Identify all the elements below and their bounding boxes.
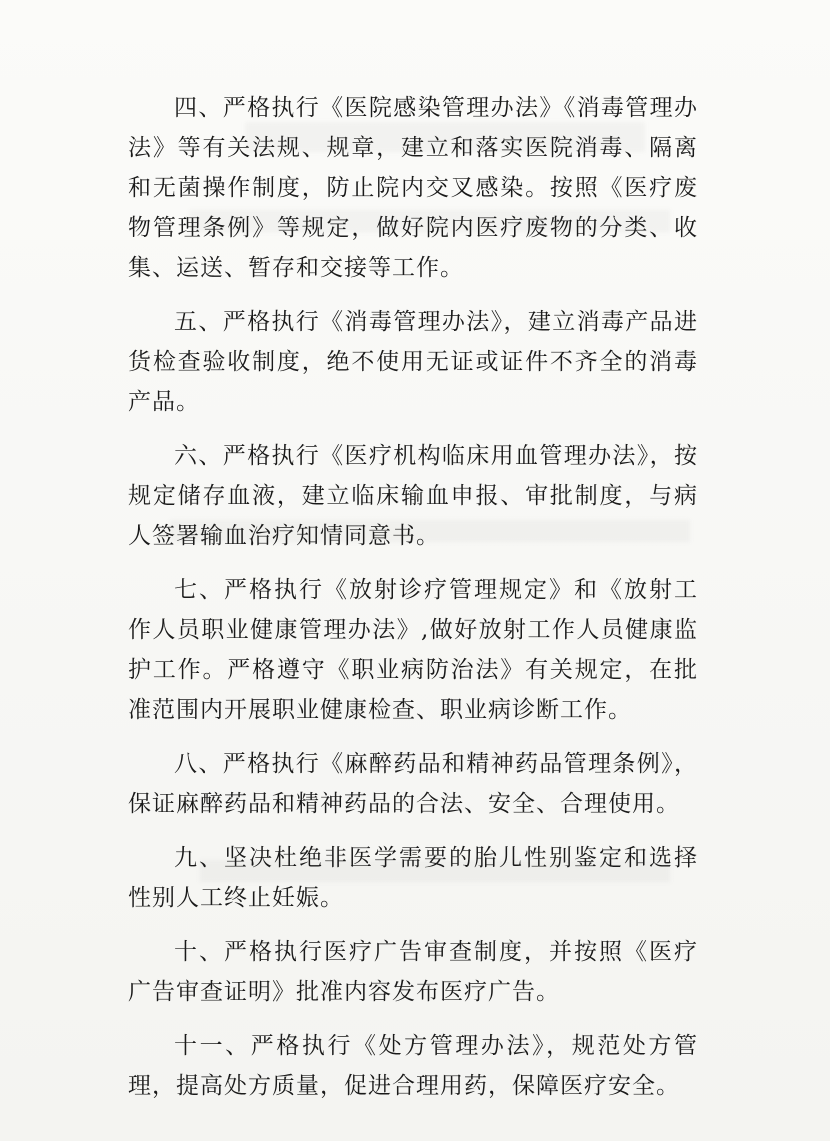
paragraph-article-9: 九、坚决杜绝非医学需要的胎儿性别鉴定和选择性别人工终止妊娠。 (128, 845, 698, 911)
paragraph-article-8: 八、严格执行《麻醉药品和精神药品管理条例》，保证麻醉药品和精神药品的合法、安全、合理使用。 (128, 751, 698, 817)
paragraph-article-11: 十一、严格执行《处方管理办法》，规范处方管理，提高处方质量，促进合理用药，保障医疗安全。 (128, 1033, 698, 1099)
paragraph-article-4: 四、严格执行《医院感染管理办法》《消毒管理办法》等有关法规、规章，建立和落实医院消毒、隔离和无菌操作制度，防止院内交叉感染。按照《医疗废物管理条例》等规定，做好院内医疗废物的分类、收集、运送、暂存和交接等工作。 (128, 95, 698, 281)
paragraph-article-10: 十、严格执行医疗广告审查制度，并按照《医疗广告审查证明》批准内容发布医疗广告。 (128, 939, 698, 1005)
paragraph-article-5: 五、严格执行《消毒管理办法》，建立消毒产品进货检查验收制度，绝不使用无证或证件不齐全的消毒产品。 (128, 309, 698, 415)
document-body (128, 88, 698, 1120)
paragraph-article-7: 七、严格执行《放射诊疗管理规定》和《放射工作人员职业健康管理办法》,做好放射工作人员健康监护工作。严格遵守《职业病防治法》有关规定，在批准范围内开展职业健康检查、职业病诊断工作。 (128, 577, 698, 723)
paragraph-article-6: 六、严格执行《医疗机构临床用血管理办法》，按规定储存血液，建立临床输血申报、审批制度，与病人签署输血治疗知情同意书。 (128, 443, 698, 549)
